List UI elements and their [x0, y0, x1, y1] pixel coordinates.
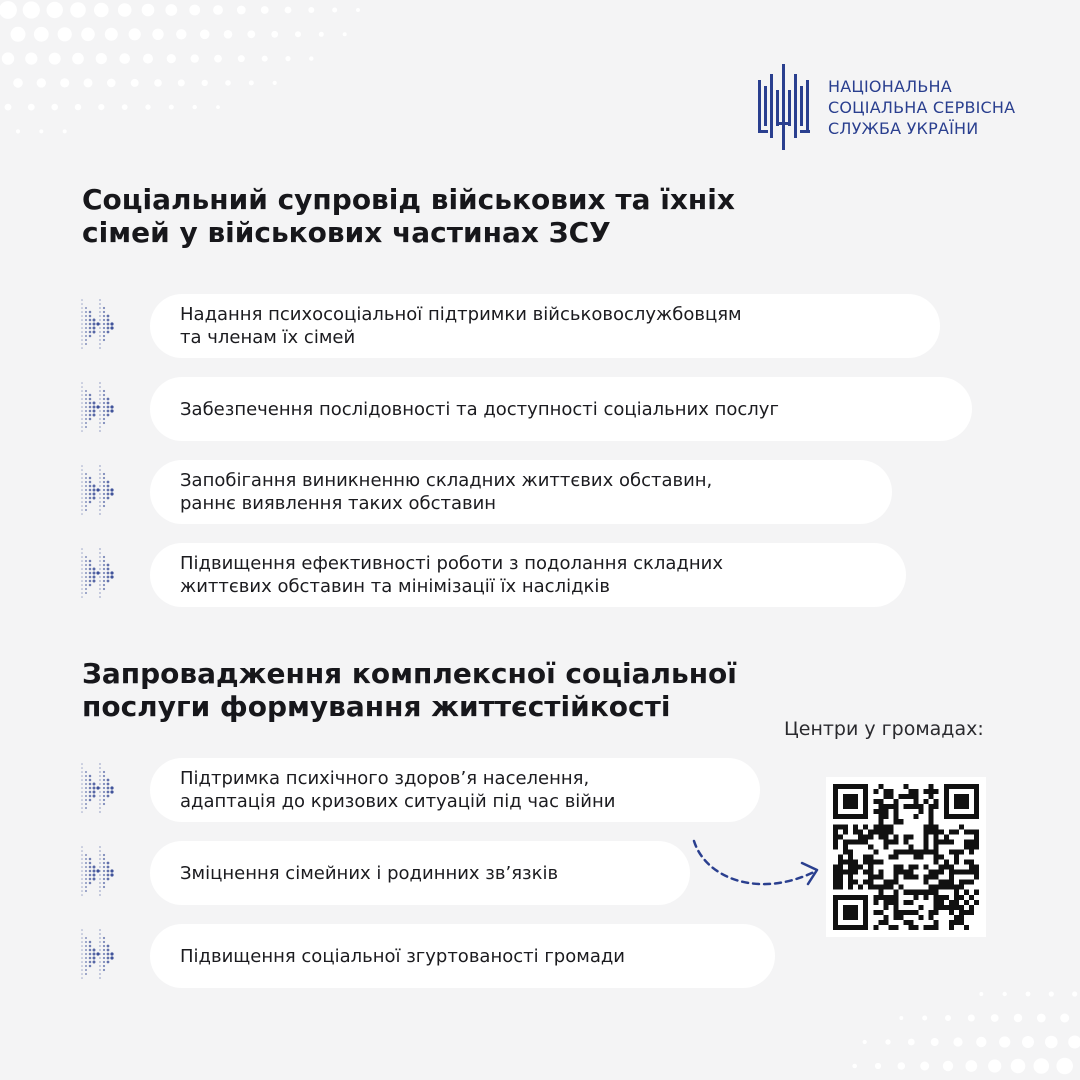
- section-2-heading-line-2: послуги формування життєстійкості: [82, 690, 671, 723]
- item-text-line-2: адаптація до кризових ситуацій під час війни: [180, 791, 616, 812]
- double-chevron-right-icon: [80, 294, 132, 356]
- item-text-line-1: Запобігання виникненню складних життєвих обставин,: [180, 470, 713, 491]
- qr-caption: Центри у громадах:: [784, 718, 984, 740]
- item-text-line-1: Зміцнення сімейних і родинних зв’язків: [180, 862, 559, 884]
- double-chevron-right-icon: [80, 841, 132, 903]
- decorative-dots-bottom-right: [800, 960, 1080, 1080]
- section-1-heading-line-2: сімей у військових частинах ЗСУ: [82, 216, 611, 249]
- item-text-line-2: та членам їх сімей: [180, 327, 356, 348]
- item-text-line-1: Надання психосоціальної підтримки військовослужбовцям: [180, 304, 742, 325]
- item-pill: [150, 924, 775, 988]
- section-2-heading: [82, 657, 737, 723]
- nssu-logo: [756, 64, 1015, 150]
- logo-line-3: СЛУЖБА УКРАЇНИ: [828, 118, 979, 138]
- double-chevron-right-icon: [80, 460, 132, 522]
- qr-code-frame[interactable]: [826, 777, 986, 937]
- item-pill: [150, 377, 972, 441]
- double-chevron-right-icon: [80, 924, 132, 986]
- logo-text: [828, 76, 1015, 139]
- section-1-heading: [82, 183, 735, 249]
- item-text-line-1: Підвищення ефективності роботи з подолання складних: [180, 553, 723, 574]
- nssu-logo-mark-icon: [756, 64, 814, 150]
- item-text-line-1: Забезпечення послідовності та доступності соціальних послуг: [180, 398, 779, 420]
- logo-line-1: НАЦІОНАЛЬНА: [828, 76, 952, 96]
- double-chevron-right-icon: [80, 758, 132, 820]
- double-chevron-right-icon: [80, 377, 132, 439]
- double-chevron-right-icon: [80, 543, 132, 605]
- item-pill: [150, 758, 760, 822]
- item-pill: [150, 543, 906, 607]
- section-1-heading-line-1: Соціальний супровід військових та їхніх: [82, 183, 735, 216]
- item-text-line-2: життєвих обставин та мінімізації їх наслідків: [180, 576, 611, 597]
- decorative-dots-top-left: [0, 0, 420, 170]
- qr-code[interactable]: [833, 784, 979, 930]
- item-pill: [150, 460, 892, 524]
- item-text-line-1: Підтримка психічного здоров’я населення,: [180, 768, 590, 789]
- item-text-line-1: Підвищення соціальної згуртованості громади: [180, 945, 625, 967]
- section-2-heading-line-1: Запровадження комплексної соціальної: [82, 657, 737, 690]
- item-pill: [150, 841, 690, 905]
- item-pill: [150, 294, 940, 358]
- dashed-curved-arrow-icon: [690, 835, 830, 900]
- logo-line-2: СОЦІАЛЬНА СЕРВІСНА: [828, 97, 1016, 117]
- item-text-line-2: раннє виявлення таких обставин: [180, 493, 497, 514]
